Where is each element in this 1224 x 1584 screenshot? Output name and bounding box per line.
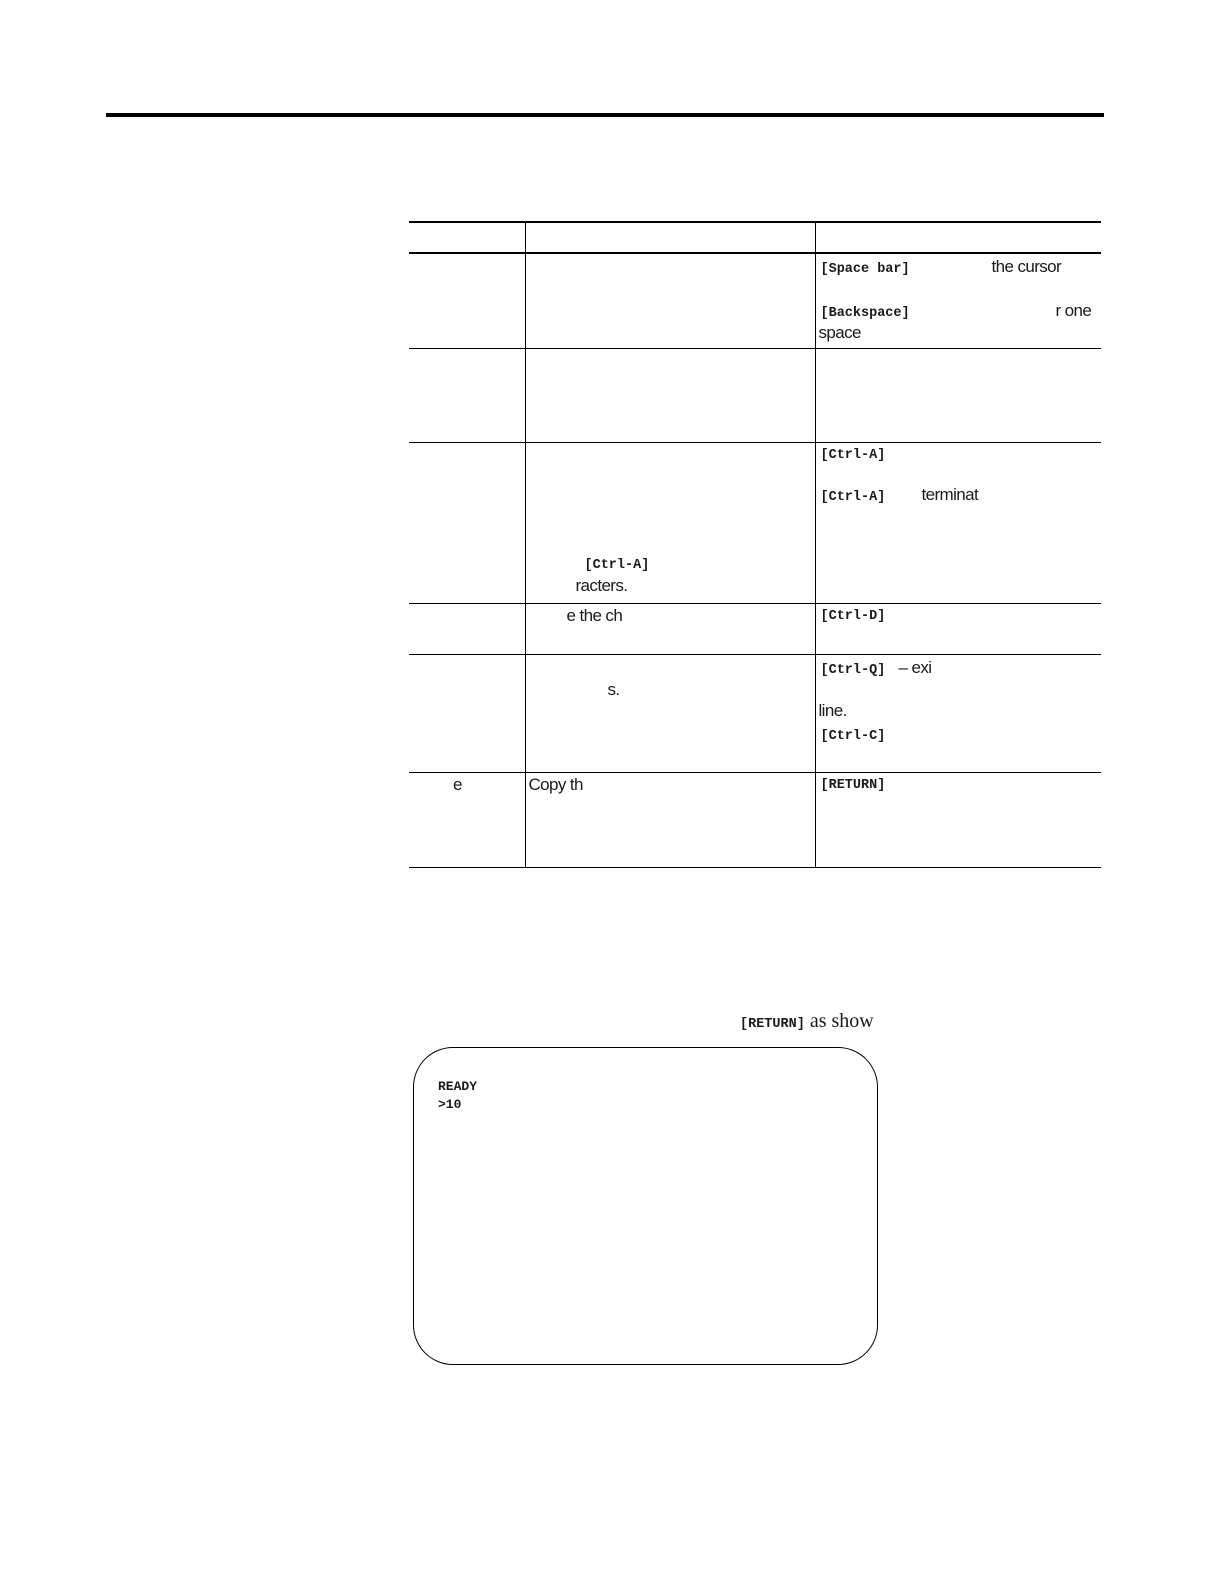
table-row: [409, 348, 1101, 442]
key-space-bar: [Space bar]: [820, 262, 910, 277]
header-cell: [815, 222, 1101, 253]
table-cell: [525, 348, 815, 442]
table-cell: [409, 442, 525, 603]
terminal-screen: [413, 1047, 878, 1365]
cell-text: s.: [607, 679, 620, 699]
table-cell: [409, 772, 525, 867]
table-row: [409, 253, 1101, 348]
table-row: [409, 772, 1101, 867]
caption-line: [740, 1010, 874, 1033]
table-cell: [815, 603, 1101, 654]
table-cell: [525, 772, 815, 867]
key-ctrl-d: [Ctrl-D]: [820, 608, 886, 624]
table-cell: [409, 603, 525, 654]
table-cell: [525, 603, 815, 654]
screen-line: READY: [438, 1079, 478, 1094]
table-row: [409, 442, 1101, 603]
cell-text: space: [818, 323, 861, 342]
key-ctrl-a: [Ctrl-A]: [820, 447, 886, 463]
key-return: [RETURN]: [820, 777, 886, 793]
key-ctrl-a: [Ctrl-A]: [820, 489, 886, 505]
table-cell: [409, 654, 525, 772]
header-cell: [409, 222, 525, 253]
key-ctrl-q: [Ctrl-Q]: [820, 662, 886, 678]
table-cell: [409, 348, 525, 442]
table-cell: [815, 654, 1101, 772]
table-cell: [409, 253, 525, 348]
cell-text: terminat: [921, 484, 979, 504]
cell-text: Copy th: [528, 774, 583, 794]
table-row: [409, 603, 1101, 654]
table-cell: [815, 772, 1101, 867]
table-cell: [525, 442, 815, 603]
cell-text: e the ch: [566, 605, 623, 625]
edit-commands-table: [409, 221, 1101, 868]
key-return: [RETURN]: [740, 1017, 805, 1032]
table-header-row: [409, 222, 1101, 253]
screen-line: >10: [438, 1097, 462, 1112]
cell-text: r one: [1055, 301, 1092, 320]
table-cell: [525, 253, 815, 348]
table-cell: [815, 442, 1101, 603]
cell-text: racters.: [575, 575, 628, 595]
key-ctrl-a: [Ctrl-A]: [584, 557, 650, 573]
key-backspace: [Backspace]: [820, 306, 910, 321]
cell-text: – exi: [898, 657, 932, 677]
top-rule: [106, 113, 1104, 117]
table-cell: [525, 654, 815, 772]
caption-text: as show: [809, 1010, 874, 1032]
table-cell: [815, 253, 1101, 348]
table-cell: [815, 348, 1101, 442]
cell-text: the cursor: [991, 257, 1062, 276]
cell-text: e: [453, 774, 462, 794]
key-ctrl-c: [Ctrl-C]: [820, 728, 886, 744]
table-row: [409, 654, 1101, 772]
header-cell: [525, 222, 815, 253]
cell-text: line.: [818, 700, 847, 720]
